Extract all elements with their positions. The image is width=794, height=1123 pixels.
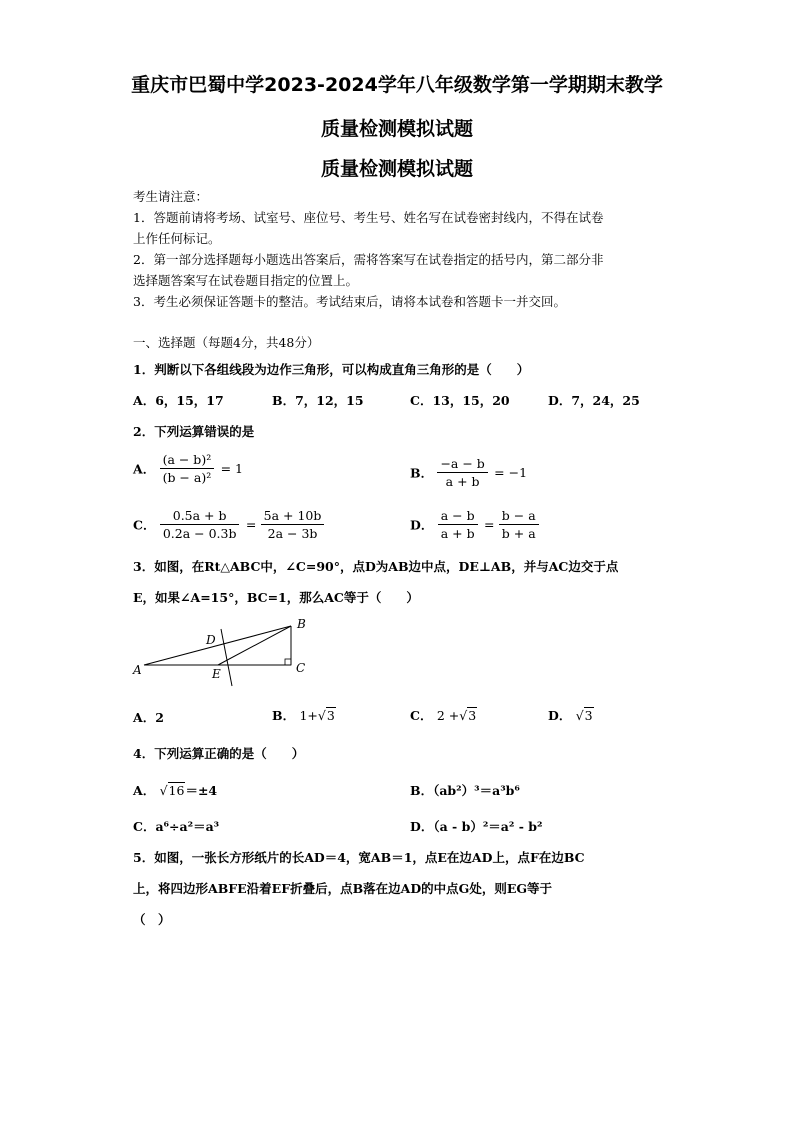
segment-be (218, 626, 291, 665)
q2-a-denominator: (b − a)² (162, 470, 212, 485)
q4-a-expression: √16 (159, 783, 185, 798)
q2-d-equals: = (483, 517, 495, 532)
q3-option-c (410, 706, 477, 724)
q2-c-numerator-left: 0.5a + b (160, 508, 240, 525)
q3-c-label: C． (410, 708, 433, 723)
q1-option-a: A．6，15，17 (133, 393, 224, 408)
label-c: C (296, 661, 306, 675)
page-title-line3: 质量检测模拟试题 (320, 158, 473, 180)
q3-stem-line1: 3．如图，在Rt△ABC中，∠C=90°，点D为AB边中点，DE⊥AB，并与AC边交于点 (133, 559, 619, 574)
q4-option-a (133, 781, 217, 799)
q2-c-numerator-right: 5a + 10b (261, 508, 325, 525)
notice-item1-line2: 上作任何标记。 (133, 231, 221, 246)
triangle-figure (131, 617, 311, 687)
q4-stem: 4．下列运算正确的是（ ） (133, 746, 305, 761)
q3-b-label: B． (272, 708, 296, 723)
q2-b-rhs: = −1 (494, 465, 528, 480)
q2-d-fraction-left (438, 508, 478, 541)
q2-c-fraction-left (160, 508, 240, 541)
q2-a-label: A． (133, 461, 156, 477)
label-d: D (206, 633, 216, 647)
q2-option-b (410, 456, 527, 489)
q2-option-c (133, 508, 324, 541)
q3-d-expression: √3 (575, 708, 593, 723)
q1-option-d: D．7，24，25 (548, 393, 640, 408)
q3-d-label: D． (548, 708, 572, 723)
q2-d-fraction-right (499, 508, 539, 541)
q2-d-denominator-left: a + b (440, 526, 475, 541)
q2-a-numerator: (a − b)² (160, 452, 215, 469)
q2-option-d (410, 508, 539, 541)
q5-line3: （ ） (133, 912, 171, 927)
notice-item3: 3．考生必须保证答题卡的整洁。考试结束后，请将本试卷和答题卡一并交回。 (133, 294, 566, 309)
q4-a-label: A． (133, 783, 156, 798)
q2-b-fraction (437, 456, 487, 489)
q3-b-radicand: 3 (326, 708, 335, 723)
q4-a-radicand: 16 (168, 783, 185, 798)
q2-c-fraction-right (261, 508, 325, 541)
q2-c-equals: = (245, 517, 257, 532)
label-a: A (133, 663, 142, 677)
q4-option-c: C．a⁶÷a²＝a³ (133, 819, 220, 834)
notice-item2-line1: 2．第一部分选择题每小题选出答案后，需将答案写在试卷指定的括号内，第二部分非 (133, 252, 604, 267)
right-angle-mark (285, 659, 291, 665)
q3-option-d (548, 706, 594, 724)
q3-c-prefix: 2 + (436, 708, 460, 723)
q3-option-a: A．2 (133, 710, 164, 725)
q3-c-radicand: 3 (468, 708, 477, 723)
page-title-line2: 质量检测模拟试题 (320, 118, 473, 140)
q3-option-b (272, 706, 336, 724)
q3-c-expression: 2 +√3 (436, 708, 477, 723)
q4-a-rhs: ＝±4 (185, 783, 218, 798)
q2-a-fraction (160, 452, 215, 485)
q1-stem: 1．判断以下各组线段为边作三角形，可以构成直角三角形的是（ ） (133, 362, 530, 377)
label-e: E (212, 667, 221, 681)
q3-b-expression: 1+√3 (299, 708, 335, 723)
q2-option-a (133, 452, 243, 485)
q3-d-radicand: 3 (584, 708, 593, 723)
notice-item2-line2: 选择题答案写在试卷题目指定的位置上。 (133, 273, 359, 288)
q2-d-numerator-left: a − b (438, 508, 478, 525)
q2-stem: 2．下列运算错误的是 (133, 424, 255, 439)
q5-line2: 上，将四边形ABFE沿着EF折叠后，点B落在边AD的中点G处，则EG等于 (133, 881, 553, 896)
q2-d-denominator-right: b + a (501, 526, 536, 541)
section-heading: 一、选择题（每题4分，共48分） (133, 335, 320, 350)
notice-heading: 考生请注意： (133, 189, 209, 204)
q2-b-numerator: −a − b (437, 456, 487, 473)
segment-de (221, 629, 232, 686)
q3-b-prefix: 1+ (299, 708, 318, 723)
label-b: B (297, 617, 306, 631)
q4-option-d: D．（a - b）²＝a² - b² (410, 819, 543, 834)
segment-ab (144, 626, 291, 665)
q1-option-c: C．13，15，20 (410, 393, 510, 408)
q2-d-label: D． (410, 517, 434, 533)
q4-option-b: B．（ab²）³＝a³b⁶ (410, 783, 520, 798)
q3-stem-line2: E，如果∠A=15°，BC=1，那么AC等于（ ） (133, 590, 419, 605)
q2-b-label: B． (410, 465, 434, 481)
q2-c-denominator-right: 2a − 3b (267, 526, 318, 541)
notice-item1-line1: 1．答题前请将考场、试室号、座位号、考生号、姓名写在试卷密封线内，不得在试卷 (133, 210, 604, 225)
q2-c-denominator-left: 0.2a − 0.3b (162, 526, 237, 541)
q2-d-numerator-right: b − a (499, 508, 539, 525)
q2-a-rhs: = 1 (220, 461, 243, 476)
q2-b-denominator: a + b (445, 474, 480, 489)
q2-c-label: C． (133, 517, 156, 533)
q1-option-b: B．7，12，15 (272, 393, 364, 408)
q5-line1: 5．如图，一张长方形纸片的长AD＝4，宽AB＝1，点E在边AD上，点F在边BC (133, 850, 585, 865)
page-title-line1: 重庆市巴蜀中学2023-2024学年八年级数学第一学期期末教学 (131, 74, 663, 96)
